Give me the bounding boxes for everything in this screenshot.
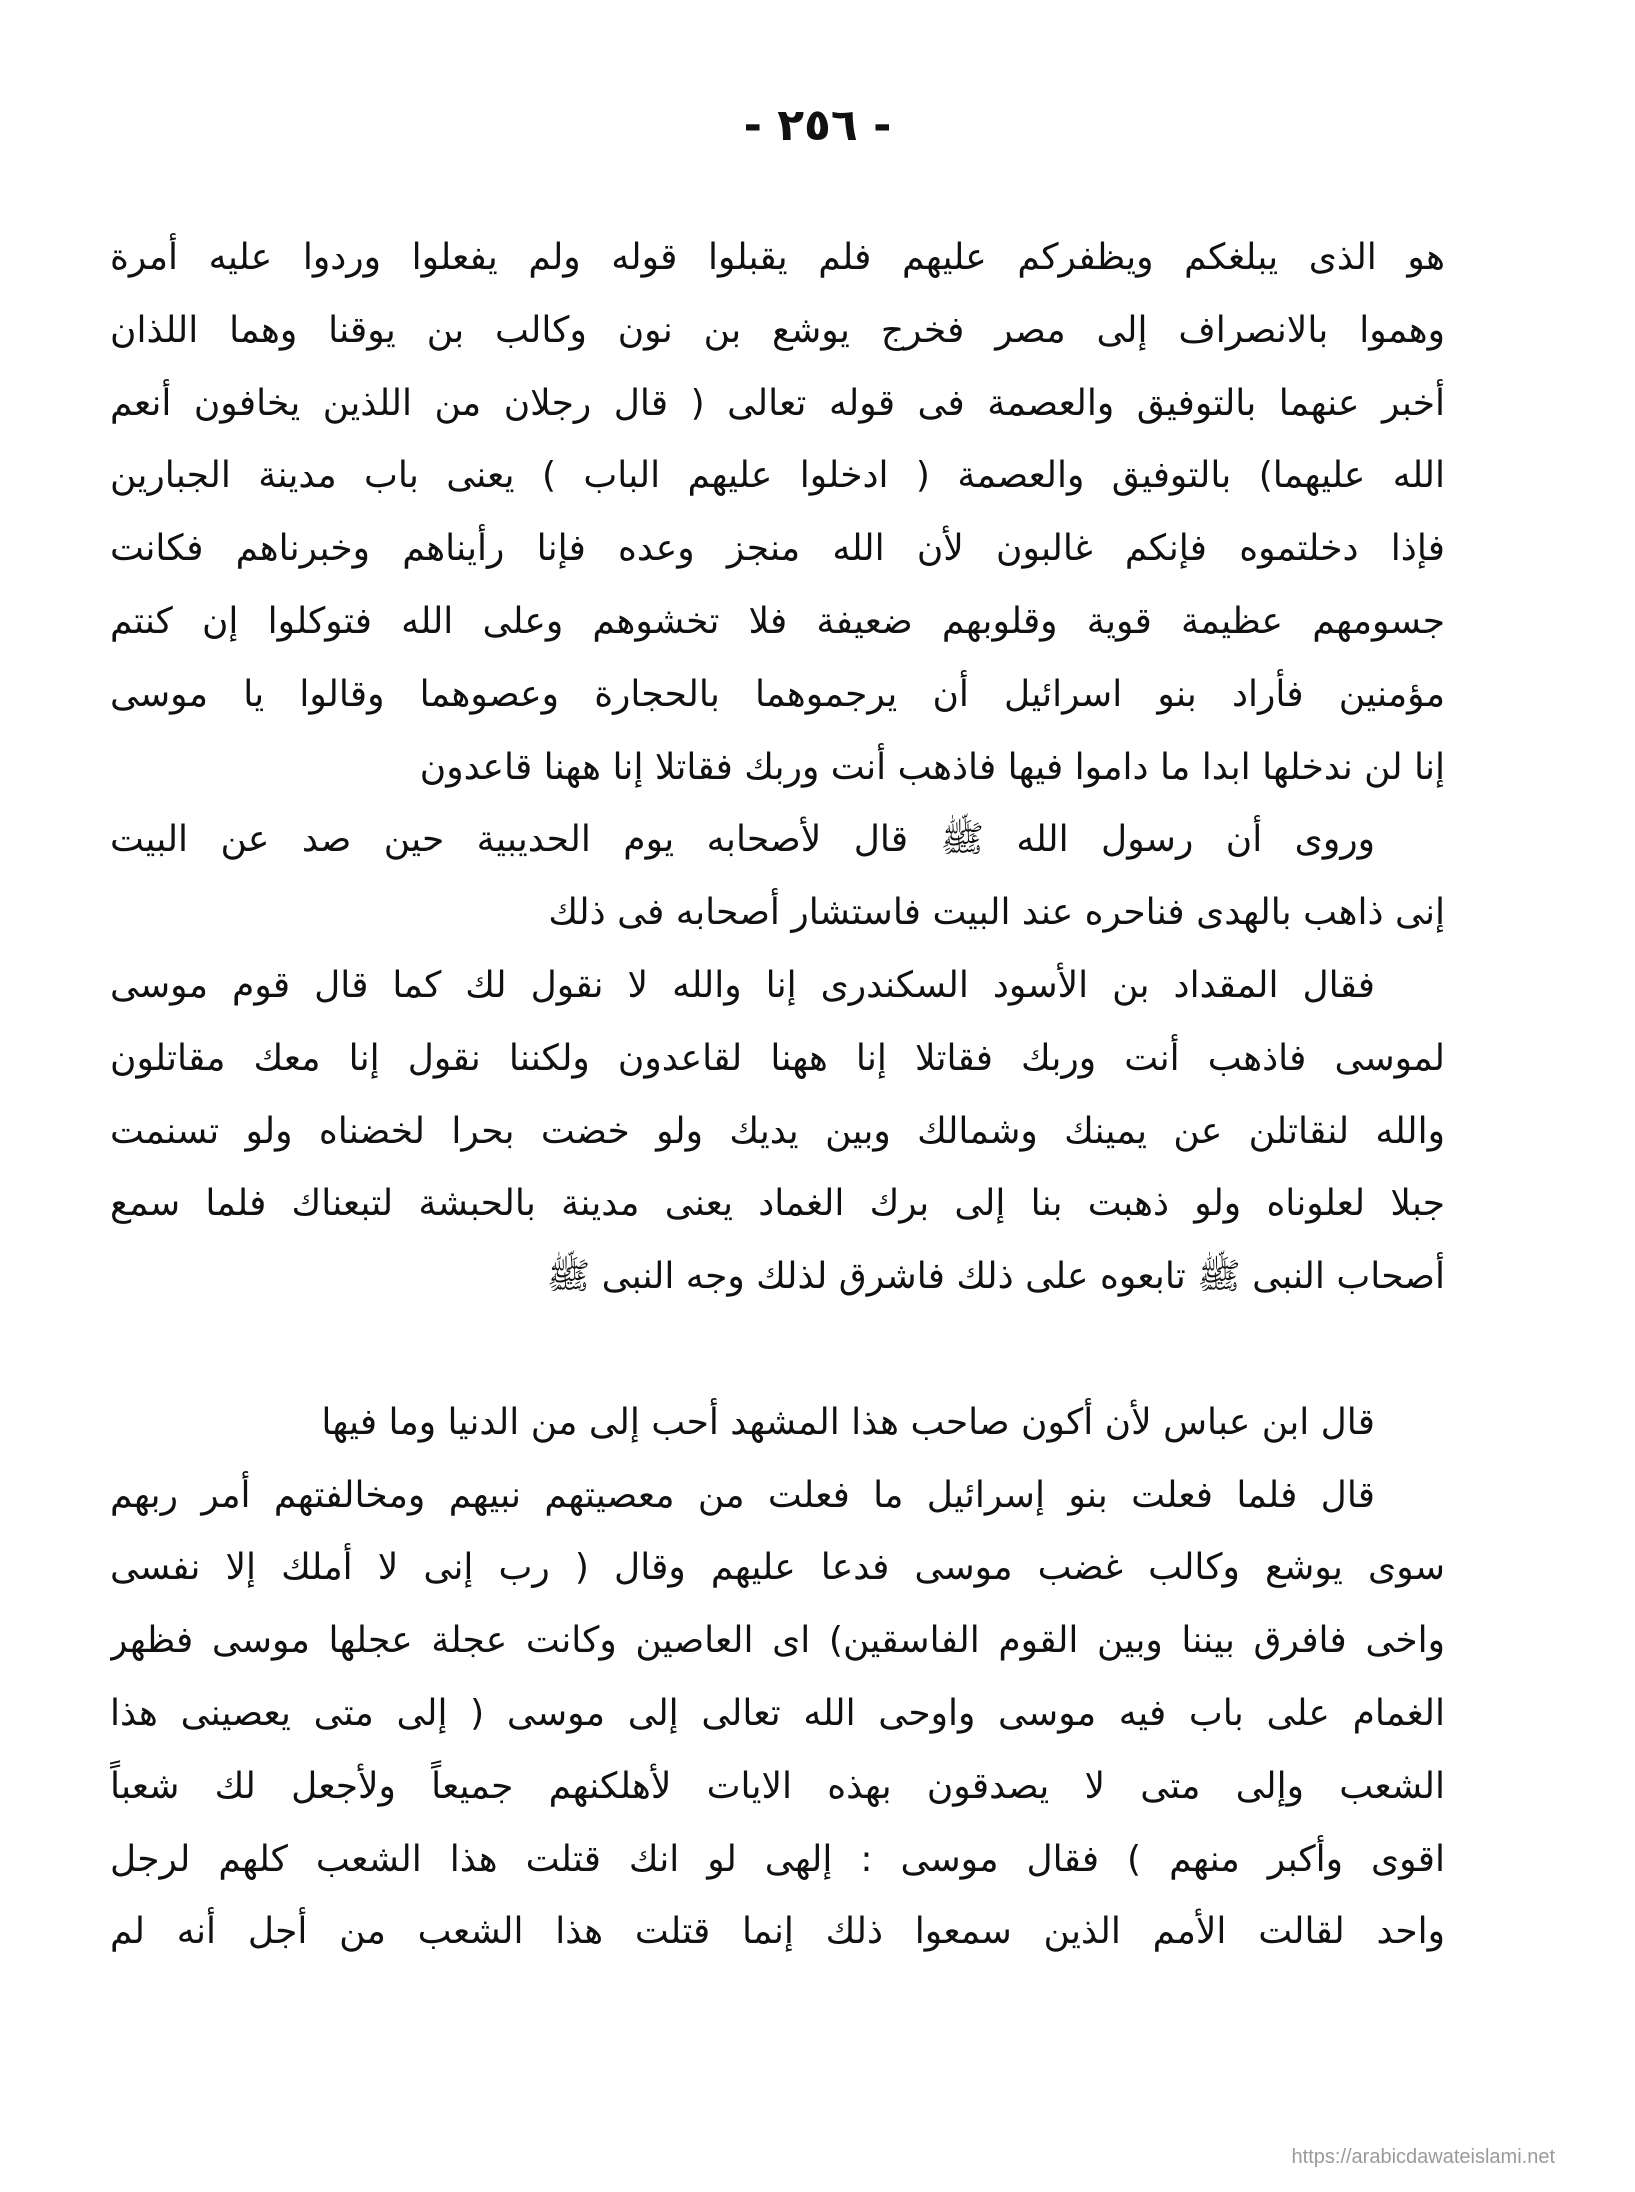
text-line: وروى أن رسول الله ﷺ قال لأصحابه يوم الحديبية حين صد عن البيت — [110, 819, 1375, 861]
text-line: واخى فافرق بيننا وبين القوم الفاسقين) اى العاصين وكانت عجلة عجلها موسى فظهر — [110, 1620, 1445, 1662]
text-line: هو الذى يبلغكم ويظفركم عليهم فلم يقبلوا قوله ولم يفعلوا وردوا عليه أمرة — [110, 237, 1445, 278]
text-line: إنى ذاهب بالهدى فناحره عند البيت فاستشار أصحابه فى ذلك — [548, 892, 1445, 934]
text-line: الشعب وإلى متى لا يصدقون بهذه الايات لأهلكنهم جميعاً ولأجعل لك شعباً — [110, 1765, 1445, 1807]
text-line: مؤمنين فأراد بنو اسرائيل أن يرجموهما بالحجارة وعصوهما وقالوا يا موسى — [110, 673, 1445, 715]
text-line: جبلا لعلوناه ولو ذهبت بنا إلى برك الغماد يعنى مدينة بالحبشة لتبعناك فلما سمع — [110, 1183, 1445, 1225]
text-line: الله عليهما) بالتوفيق والعصمة ( ادخلوا عليهم الباب ) يعنى باب مدينة الجبارين — [110, 455, 1445, 497]
watermark-url: https://arabicdawateislami.net — [1291, 2146, 1555, 2168]
text-line: أخبر عنهما بالتوفيق والعصمة فى قوله تعالى ( قال رجلان من اللذين يخافون أنعم — [110, 382, 1445, 424]
text-line: قال فلما فعلت بنو إسرائيل ما فعلت من معصيتهم نبيهم ومخالفتهم أمر ربهم — [110, 1474, 1375, 1516]
page-number: - ٢٥٦ - — [743, 100, 892, 151]
text-line: وهموا بالانصراف إلى مصر فخرج يوشع بن نون وكالب بن يوقنا وهما اللذان — [110, 309, 1445, 351]
text-line: سوى يوشع وكالب غضب موسى فدعا عليهم وقال ( رب إنى لا أملك إلا نفسى — [110, 1547, 1445, 1589]
text-line: فقال المقداد بن الأسود السكندرى إنا والله لا نقول لك كما قال قوم موسى — [110, 964, 1375, 1006]
text-line: أصحاب النبى ﷺ تابعوه على ذلك فاشرق لذلك وجه النبى ﷺ — [546, 1256, 1445, 1298]
paragraph-gap — [110, 1314, 1445, 1387]
text-line: فإذا دخلتموه فإنكم غالبون لأن الله منجز وعده فإنا رأيناهم وخبرناهم فكانت — [110, 528, 1445, 570]
text-line: اقوى وأكبر منهم ) فقال موسى : إلهى لو انك قتلت هذا الشعب كلهم لرجل — [110, 1838, 1445, 1880]
text-line: والله لنقاتلن عن يمينك وشمالك وبين يديك ولو خضت بحرا لخضناه ولو تسنمت — [110, 1110, 1445, 1152]
text-line: جسومهم عظيمة قوية وقلوبهم ضعيفة فلا تخشوهم وعلى الله فتوكلوا إن كنتم — [110, 600, 1445, 642]
text-line: الغمام على باب فيه موسى واوحى الله تعالى إلى موسى ( إلى متى يعصينى هذا — [110, 1692, 1445, 1734]
text-line: واحد لقالت الأمم الذين سمعوا ذلك إنما قتلت هذا الشعب من أجل أنه لم — [110, 1911, 1445, 1953]
text-line: إنا لن ندخلها ابدا ما داموا فيها فاذهب أنت وربك فقاتلا إنا ههنا قاعدون — [419, 746, 1445, 788]
text-line: قال ابن عباس لأن أكون صاحب هذا المشهد أحب إلى من الدنيا وما فيها — [321, 1401, 1375, 1443]
body-text — [110, 222, 1445, 1969]
text-line: لموسى فاذهب أنت وربك فقاتلا إنا ههنا لقاعدون ولكننا نقول إنا معك مقاتلون — [110, 1037, 1445, 1079]
